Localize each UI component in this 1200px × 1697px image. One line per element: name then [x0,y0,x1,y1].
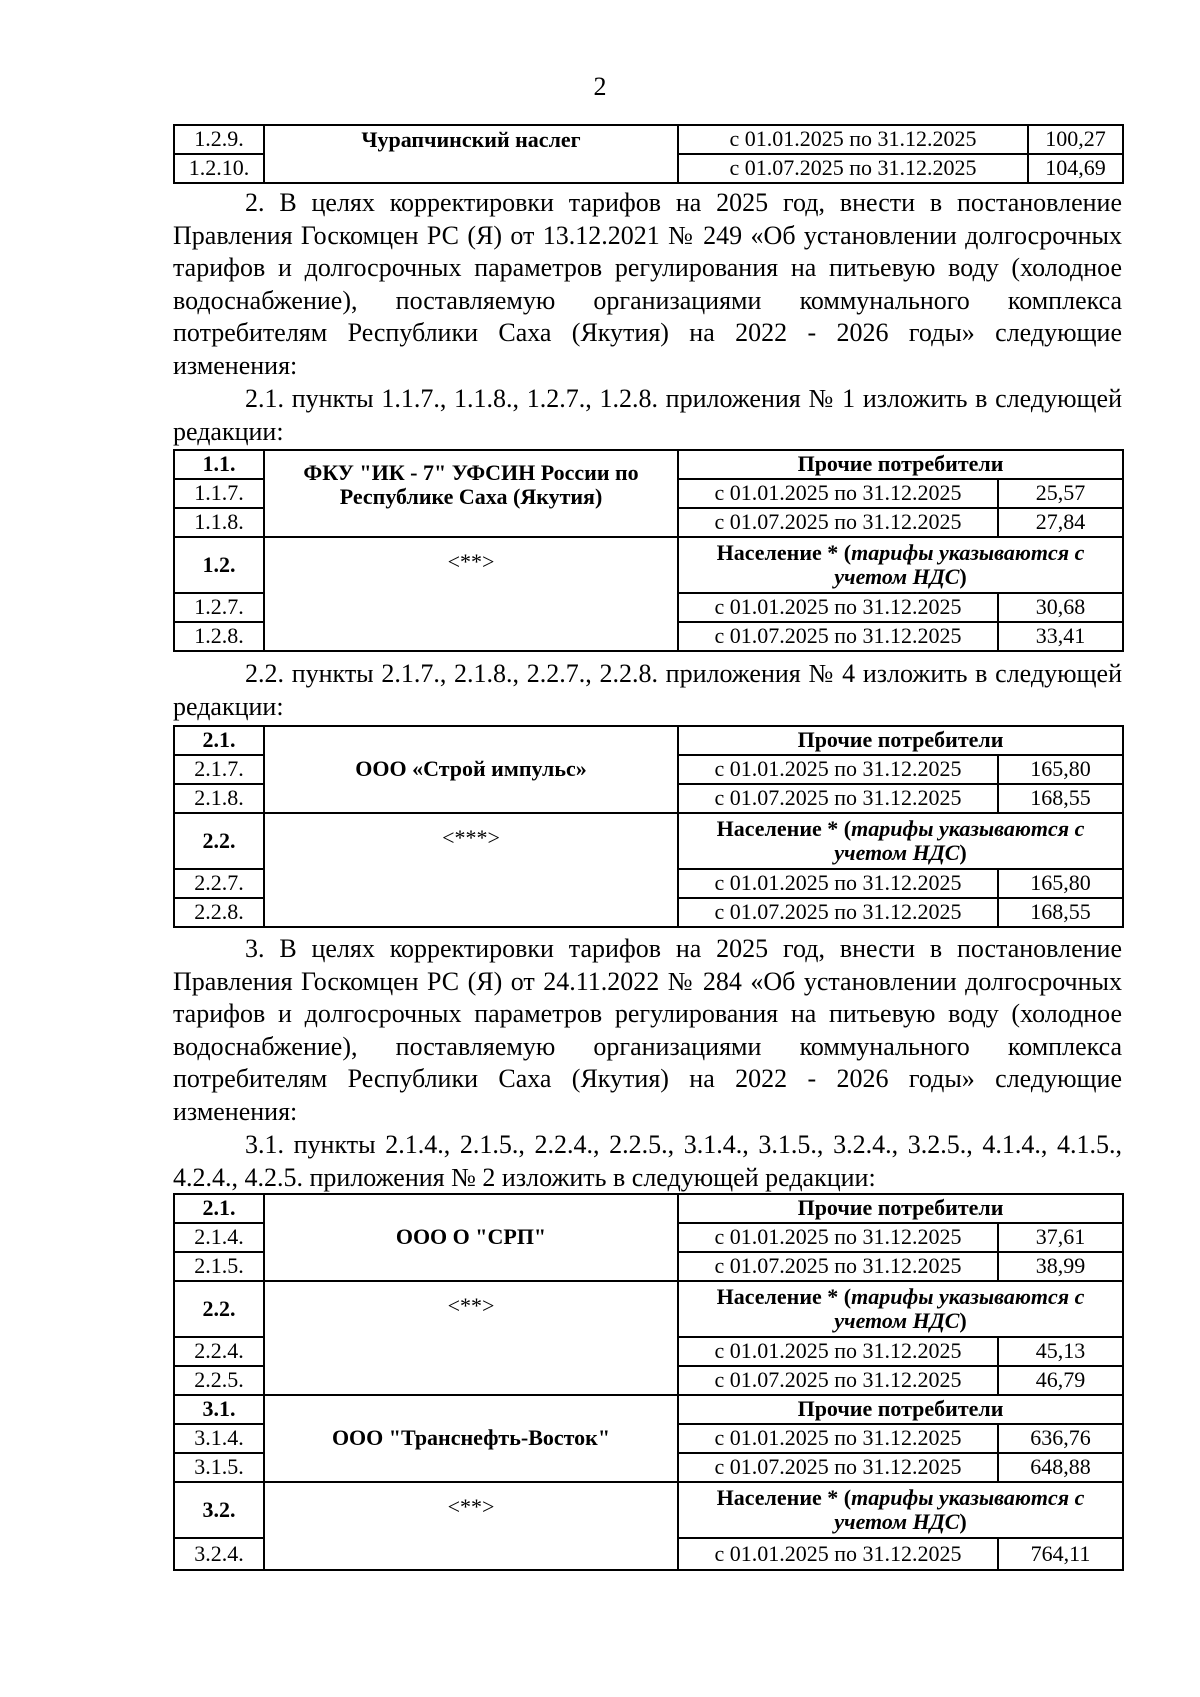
group-header: Прочие потребители [678,1395,1123,1424]
tariff-table-stroy-impuls [173,725,1124,928]
item-number: 2.2.7. [174,869,264,898]
item-number: 1.1.7. [174,479,264,508]
tariff-value: 165,80 [998,755,1123,784]
paragraph-2-1-text: 2.1. пункты 1.1.7., 1.1.8., 1.2.7., 1.2.8. приложения № 1 изложить в следующей редакции: [173,384,1122,446]
group-number: 2.1. [174,726,264,755]
tariff-value: 165,80 [998,869,1123,898]
tariff-value: 25,57 [998,479,1123,508]
period-cell: с 01.01.2025 по 31.12.2025 [678,125,1028,154]
tariff-value: 648,88 [998,1453,1123,1482]
tariff-value: 33,41 [998,622,1123,651]
group-header: Прочие потребители [678,450,1123,479]
period-cell: с 01.01.2025 по 31.12.2025 [678,1538,998,1570]
population-header [678,813,1123,869]
period-cell: с 01.01.2025 по 31.12.2025 [678,479,998,508]
item-number: 1.2.9. [174,125,264,154]
tariff-table-srp [173,1193,1124,1571]
tariff-table-churapcha [173,124,1124,184]
population-header [678,537,1123,593]
population-label: Население * ( [716,539,852,565]
item-number: 2.2.8. [174,898,264,927]
vat-note: тарифы указываются с учетом НДС [834,539,1085,589]
paragraph-3-text: 3. В целях корректировки тарифов на 2025 год, внести в постановление Правления Госкомцен РС (Я) от 24.11.2022 № 284 «Об установлении долгосрочных тарифов и долгосрочных параметров регулирования на питьевую воду (холодное водоснабжение), поставляемую организациями коммунального комплекса потребителям Республики Саха (Якутия) на 2022 - 2026 годы» следующие изменения: [173,934,1122,1126]
period-cell: с 01.01.2025 по 31.12.2025 [678,755,998,784]
item-number: 2.1.4. [174,1223,264,1252]
population-label: Население * ( [716,1484,852,1510]
organization-name: ООО О "СРП" [264,1194,678,1281]
organization-name: ООО "Транснефть-Восток" [264,1395,678,1482]
table-row [174,125,1123,154]
paren-close: ) [959,840,967,865]
tariff-value: 636,76 [998,1424,1123,1453]
period-cell: с 01.01.2025 по 31.12.2025 [678,593,998,622]
vat-note: тарифы указываются с учетом НДС [834,815,1085,865]
group-number: 2.2. [174,813,264,869]
tariff-value: 37,61 [998,1223,1123,1252]
table-row [174,450,1123,479]
group-number: 3.2. [174,1482,264,1538]
note-marker: <**> [264,1482,678,1570]
group-number: 3.1. [174,1395,264,1424]
tariff-value: 27,84 [998,508,1123,537]
population-label: Население * ( [716,815,852,841]
organization-name: ФКУ "ИК - 7" УФСИН России по Республике Саха (Якутия) [264,450,678,537]
note-marker: <**> [264,537,678,651]
period-cell: с 01.07.2025 по 31.12.2025 [678,1453,998,1482]
group-header: Прочие потребители [678,726,1123,755]
table-row [174,1395,1123,1424]
item-number: 2.1.7. [174,755,264,784]
tariff-value: 30,68 [998,593,1123,622]
group-number: 2.1. [174,1194,264,1223]
tariff-value: 104,69 [1028,154,1123,183]
population-header [678,1482,1123,1538]
period-cell: с 01.01.2025 по 31.12.2025 [678,1424,998,1453]
paren-close: ) [959,1308,967,1333]
table-row [174,1281,1123,1337]
period-cell: с 01.01.2025 по 31.12.2025 [678,869,998,898]
tariff-value: 100,27 [1028,125,1123,154]
table-row [174,537,1123,593]
item-number: 1.2.7. [174,593,264,622]
note-marker: <**> [264,1281,678,1395]
item-number: 1.2.10. [174,154,264,183]
table-row [174,1194,1123,1223]
tariff-value: 168,55 [998,784,1123,813]
item-number: 2.2.4. [174,1337,264,1366]
period-cell: с 01.01.2025 по 31.12.2025 [678,1337,998,1366]
tariff-value: 38,99 [998,1252,1123,1281]
vat-note: тарифы указываются с учетом НДС [834,1484,1085,1534]
tariff-value: 168,55 [998,898,1123,927]
tariff-table-fku-ik7 [173,449,1124,652]
paren-close: ) [959,1509,967,1534]
group-header: Прочие потребители [678,1194,1123,1223]
table-row [174,726,1123,755]
period-cell: с 01.07.2025 по 31.12.2025 [678,154,1028,183]
organization-name: ООО «Строй импульс» [264,726,678,813]
paragraph-3-1-text: 3.1. пункты 2.1.4., 2.1.5., 2.2.4., 2.2.5., 3.1.4., 3.1.5., 3.2.4., 3.2.5., 4.1.4., 4.1.5., 4.2.4., 4.2.5. приложения № 2 изложить в следующей редакции: [173,1130,1122,1192]
tariff-value: 764,11 [998,1538,1123,1570]
paragraph-2-2 [173,658,1122,723]
item-number: 2.1.5. [174,1252,264,1281]
population-header [678,1281,1123,1337]
paragraph-2 [173,187,1122,382]
period-cell: с 01.01.2025 по 31.12.2025 [678,1223,998,1252]
item-number: 2.2.5. [174,1366,264,1395]
tariff-value: 45,13 [998,1337,1123,1366]
period-cell: с 01.07.2025 по 31.12.2025 [678,784,998,813]
group-number: 1.2. [174,537,264,593]
organization-name: Чурапчинский наслег [264,125,678,183]
period-cell: с 01.07.2025 по 31.12.2025 [678,622,998,651]
tariff-value: 46,79 [998,1366,1123,1395]
item-number: 1.1.8. [174,508,264,537]
table-row [174,1482,1123,1538]
page-number: 2 [593,72,607,101]
item-number: 3.1.4. [174,1424,264,1453]
item-number: 2.1.8. [174,784,264,813]
vat-note: тарифы указываются с учетом НДС [834,1283,1085,1333]
paragraph-3 [173,933,1122,1128]
paragraph-2-2-text: 2.2. пункты 2.1.7., 2.1.8., 2.2.7., 2.2.8. приложения № 4 изложить в следующей редакции: [173,659,1122,721]
item-number: 1.2.8. [174,622,264,651]
group-number: 2.2. [174,1281,264,1337]
item-number: 3.2.4. [174,1538,264,1570]
item-number: 3.1.5. [174,1453,264,1482]
group-number: 1.1. [174,450,264,479]
period-cell: с 01.07.2025 по 31.12.2025 [678,898,998,927]
period-cell: с 01.07.2025 по 31.12.2025 [678,508,998,537]
population-label: Население * ( [716,1283,852,1309]
paragraph-2-text: 2. В целях корректировки тарифов на 2025 год, внести в постановление Правления Госкомцен РС (Я) от 13.12.2021 № 249 «Об установлении долгосрочных тарифов и долгосрочных параметров регулирования на питьевую воду (холодное водоснабжение), поставляемую организациями коммунального комплекса потребителям Республики Саха (Якутия) на 2022 - 2026 годы» следующие изменения: [173,188,1122,380]
paragraph-3-1 [173,1129,1122,1194]
period-cell: с 01.07.2025 по 31.12.2025 [678,1366,998,1395]
table-row [174,813,1123,869]
period-cell: с 01.07.2025 по 31.12.2025 [678,1252,998,1281]
note-marker: <***> [264,813,678,927]
paren-close: ) [959,564,967,589]
paragraph-2-1 [173,383,1122,448]
